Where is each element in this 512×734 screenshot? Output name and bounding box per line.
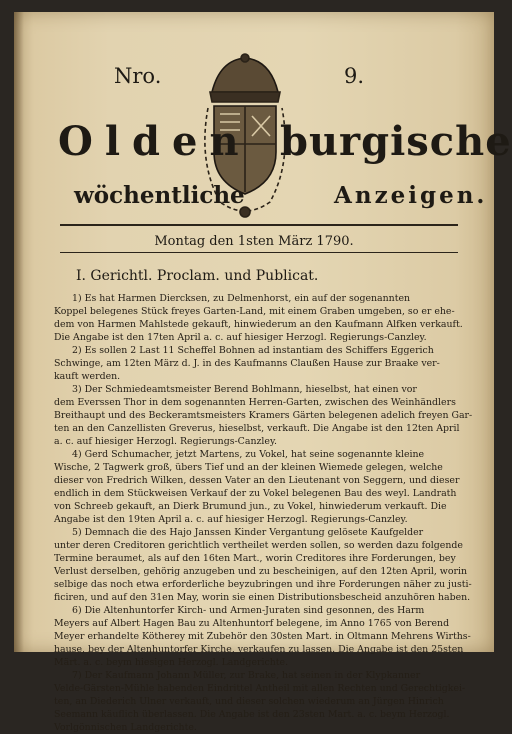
text-line: Meyer erhandelte Kötherey mit Zubehör den 30sten Mart. in Oltmann Mehrens Wirths- (54, 631, 471, 642)
text-line: Vorlgönnischen Landgerichte. (54, 722, 197, 733)
issue-label: Nro. (114, 64, 162, 88)
text-line: 4) Gerd Schumacher, jetzt Martens, zu Vokel, hat seine sogenannte kleine (72, 449, 425, 460)
date-line: Montag den 1sten März 1790. (154, 234, 354, 249)
text-line: Termine beraumet, als auf den 16ten Mart., worin Creditores ihre Forderungen, bey (54, 553, 456, 564)
masthead-subtitle-right: Anzeigen. (334, 182, 488, 209)
text-line: a. c. auf hiesiger Herzogl. Regierungs-Canzley. (54, 436, 277, 447)
text-line: 2) Es sollen 2 Last 11 Scheffel Bohnen ad instantiam des Schiffers Eggerich (72, 345, 434, 356)
text-line: Koppel belegenes Stück freyes Garten-Land, mit einem Graben umgeben, so er ehe- (54, 306, 455, 317)
text-line: Seemann käuflich überlassen. Die Angabe ist den 23sten Mart. a. c. beym Herzogl. (54, 709, 450, 720)
text-line: 5) Demnach die des Hajo Janssen Kinder Vergantung gelösete Kaufgelder (72, 527, 424, 538)
rule-top (60, 224, 458, 226)
text-line: Märt. a. c. beym hiesigen Herzogl. Landgerichte. (54, 657, 289, 668)
text-line: dem Everssen Thor in dem sogenannten Herren-Garten, zwischen des Weinhändlers (54, 397, 456, 408)
section-heading: I. Gerichtl. Proclam. und Publicat. (76, 268, 319, 284)
text-line: Wische, 2 Tagwerk groß, übers Tief und an der kleinen Wiemede gelegen, welche (54, 462, 443, 473)
text-line: dieser von Fredrich Wilken, dessen Vater an den Lieutenant von Seggern, und dieser (54, 475, 460, 486)
masthead-title-right: burgische (280, 118, 512, 165)
text-line: Die Angabe ist den 17ten April a. c. auf hiesiger Herzogl. Regierungs-Canzley. (54, 332, 427, 343)
text-line: hause, bey der Altenhuntorfer Kirche, verkaufen zu lassen. Die Angabe ist den 25sten (54, 644, 464, 655)
article-body (54, 292, 473, 734)
text-line: kauft werden. (54, 371, 121, 382)
text-line: 1) Es hat Harmen Diercksen, zu Delmenhorst, ein auf der sogenannten (72, 293, 411, 304)
text-line: 6) Die Altenhuntorfer Kirch- und Armen-Juraten sind gesonnen, des Harm (72, 605, 425, 616)
text-line: unter deren Creditoren gerichtlich vertheilet werden sollen, so werden dazu folgende (54, 540, 463, 551)
text-line: Angabe ist den 19ten April a. c. auf hiesiger Herzogl. Regierungs-Canzley. (54, 514, 408, 525)
text-line: ten, an Diederich Ulner verkauft, und dieser solchen wiederum an Jürgen Hinrich (54, 696, 444, 707)
text-line: Meyers auf Albert Hagen Bau zu Altenhuntorf belegene, im Anno 1765 von Berend (54, 618, 450, 629)
issue-number: 9. (344, 64, 365, 88)
rule-bottom (60, 252, 458, 253)
text-line: Schwinge, am 12ten März d. J. in des Kaufmanns Claußen Hause zur Braake ver- (54, 358, 440, 369)
newspaper-page (14, 12, 512, 733)
text-line: 7) Der Kaufmann Johann Müller, zur Brake, hat seinen in der Klypkanner (72, 670, 421, 681)
text-line: ficiren, und auf den 31en May, worin sie einen Distributionsbescheid anzuhören haben. (54, 592, 471, 603)
text-line: Verlust derselben, gehörig anzugeben und zu bescheinigen, auf den 12ten April, worin (54, 566, 467, 577)
text-line: endlich in dem Stückweisen Verkauf der zu Vokel belegenen Bau des weyl. Landrath (54, 488, 457, 499)
masthead-subtitle-left: wöchentliche (74, 182, 245, 209)
text-line: von Schreeb gekauft, an Dierk Brumund jun., zu Vokel, hinwiederum verkauft. Die (54, 501, 447, 512)
text-line: Velde-Gärsten-Mühle habenden Eindrittel Antheil mit allen Rechten und Gerechtigkei- (54, 683, 466, 694)
page-spine-shadow (14, 12, 24, 652)
text-line: Breithaupt und des Beckeramtsmeisters Kramers Gärten belegenen adelich freyen Gar- (54, 410, 473, 421)
text-line: ten an den Canzellisten Greverus, hieselbst, verkauft. Die Angabe ist den 12ten April (54, 423, 460, 434)
text-line: selbige das noch etwa erforderliche beyzubringen und ihre Forderungen näher zu justi- (54, 579, 472, 590)
masthead-title-left: Olden (58, 118, 251, 165)
text-line: 3) Der Schmiedeamtsmeister Berend Bohlmann, hieselbst, hat einen vor (72, 384, 417, 395)
text-line: dem von Harmen Mahlstede gekauft, hinwiederum an den Kaufmann Alfken verkauft. (54, 319, 463, 330)
